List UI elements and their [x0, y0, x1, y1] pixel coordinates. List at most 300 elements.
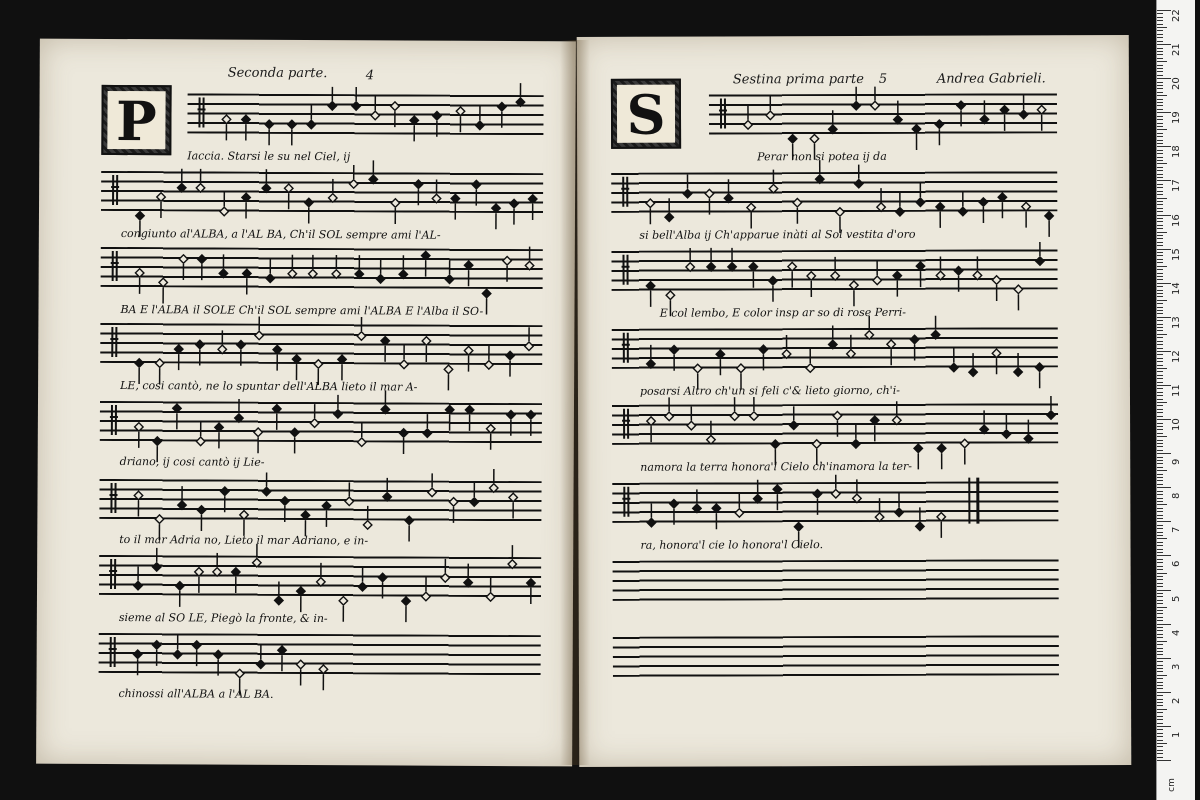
ruler-tick	[1157, 375, 1163, 376]
ruler-tick	[1157, 140, 1163, 141]
ruler-tick	[1157, 44, 1171, 45]
note	[896, 207, 904, 215]
note	[498, 102, 506, 110]
ruler-tick	[1157, 610, 1163, 611]
note	[281, 497, 289, 505]
ruler-tick	[1157, 596, 1163, 597]
note	[788, 135, 796, 143]
ruler-tick	[1157, 348, 1163, 349]
ruler-tick	[1157, 685, 1163, 686]
ruler-tick	[1157, 146, 1171, 147]
ruler-tick	[1157, 129, 1167, 130]
note	[916, 198, 924, 206]
ruler-tick	[1157, 671, 1163, 672]
ruler-tick	[1157, 521, 1171, 522]
ruler-tick	[1157, 750, 1163, 751]
ruler-tick	[1157, 457, 1163, 458]
note	[490, 484, 498, 492]
ruler-tick	[1157, 51, 1163, 52]
ruler-tick	[1157, 174, 1163, 175]
empty-staff	[613, 635, 1059, 677]
note	[135, 423, 143, 431]
clef	[111, 175, 119, 205]
ruler-tick	[1157, 259, 1163, 260]
note	[683, 189, 691, 197]
note	[301, 511, 309, 519]
notes	[611, 235, 1057, 307]
note	[195, 568, 203, 576]
ruler-tick	[1157, 484, 1163, 485]
note	[305, 198, 313, 206]
ruler-tick	[1157, 419, 1171, 420]
note	[788, 262, 796, 270]
note	[813, 490, 821, 498]
note	[1019, 110, 1027, 118]
ruler-tick	[1157, 682, 1163, 683]
ruler-tick	[1157, 102, 1163, 103]
ruler-number: 13	[1171, 316, 1182, 329]
note	[998, 193, 1006, 201]
note	[153, 437, 161, 445]
ruler-tick	[1157, 30, 1163, 31]
note	[219, 269, 227, 277]
note	[753, 494, 761, 502]
note	[456, 107, 464, 115]
note	[937, 513, 945, 521]
music-staff	[611, 171, 1057, 213]
notes	[187, 79, 543, 151]
note	[391, 199, 399, 207]
ruler-tick	[1157, 562, 1163, 563]
ruler-tick	[1157, 559, 1163, 560]
ruler-tick	[1157, 634, 1163, 635]
note	[893, 271, 901, 279]
note	[670, 345, 678, 353]
note	[314, 360, 322, 368]
ruler-tick	[1157, 576, 1163, 577]
ruler-tick	[1157, 177, 1163, 178]
note	[214, 650, 222, 658]
note	[297, 587, 305, 595]
ruler-tick	[1157, 716, 1163, 717]
note	[771, 440, 779, 448]
ruler-tick	[1157, 266, 1167, 267]
note	[528, 195, 536, 203]
note	[647, 417, 655, 425]
note	[812, 440, 820, 448]
ruler-tick	[1157, 709, 1167, 710]
lyric-line: posarsi Altro ch'un si feli c'& lieto giorno, ch'i-	[639, 383, 900, 398]
note	[693, 504, 701, 512]
note	[465, 406, 473, 414]
note	[769, 277, 777, 285]
note	[747, 203, 755, 211]
note	[196, 184, 204, 192]
ruler-number: 15	[1171, 247, 1182, 261]
note	[1035, 363, 1043, 371]
note	[1047, 411, 1055, 419]
ruler-tick	[1157, 757, 1163, 758]
note	[782, 350, 790, 358]
note	[237, 341, 245, 349]
note	[357, 438, 365, 446]
note	[853, 494, 861, 502]
ruler-number: 11	[1171, 384, 1182, 397]
ruler-tick	[1157, 446, 1163, 447]
notes	[101, 157, 543, 229]
note	[242, 193, 250, 201]
decorated-initial-S	[611, 79, 681, 149]
ruler-tick	[1157, 518, 1163, 519]
note	[936, 271, 944, 279]
music-staff	[101, 247, 543, 289]
note	[449, 498, 457, 506]
ruler-tick	[1157, 163, 1167, 164]
ruler-tick	[1157, 423, 1163, 424]
note	[665, 412, 673, 420]
ruler-tick	[1157, 82, 1163, 83]
note	[871, 101, 879, 109]
note	[470, 498, 478, 506]
note	[959, 207, 967, 215]
ruler-tick	[1157, 48, 1163, 49]
ruler-tick	[1157, 24, 1163, 25]
clef	[621, 177, 629, 207]
note	[328, 102, 336, 110]
note	[912, 125, 920, 133]
note	[1022, 202, 1030, 210]
note	[381, 405, 389, 413]
lyric-line: congiunto al'ALBA, a l'AL BA, Ch'il SOL sempre ami l'AL-	[120, 227, 441, 242]
ruler-tick	[1157, 586, 1163, 587]
note	[329, 194, 337, 202]
measuring-ruler	[1156, 0, 1195, 800]
note	[527, 411, 535, 419]
ruler-tick	[1157, 99, 1163, 100]
ruler-tick	[1157, 729, 1163, 730]
ruler-tick	[1157, 436, 1167, 437]
ruler-tick	[1157, 651, 1163, 652]
note	[176, 582, 184, 590]
note	[288, 269, 296, 277]
ruler-tick	[1157, 327, 1163, 328]
note	[1014, 368, 1022, 376]
ruler-tick	[1157, 27, 1167, 28]
note	[973, 271, 981, 279]
clef	[719, 98, 727, 128]
note	[647, 518, 655, 526]
note	[1000, 106, 1008, 114]
note	[472, 180, 480, 188]
page-number: 4	[365, 68, 375, 84]
page-number: 5	[878, 71, 888, 87]
note	[693, 364, 701, 372]
ruler-tick	[1157, 429, 1163, 430]
ruler-tick	[1157, 760, 1171, 761]
note	[810, 134, 818, 142]
music-staff	[99, 633, 541, 675]
ruler-tick	[1157, 143, 1163, 144]
ruler-tick	[1157, 368, 1167, 369]
note	[253, 559, 261, 567]
music-staff	[611, 249, 1057, 291]
lyric-line: BA E l'ALBA il SOLE Ch'il SOL sempre ami l'ALBA E l'Alba il SO-	[120, 303, 484, 318]
ruler-tick	[1157, 313, 1163, 314]
note	[847, 350, 855, 358]
ruler-tick	[1157, 290, 1163, 291]
ruler-tick	[1157, 705, 1163, 706]
note	[707, 263, 715, 271]
ruler-tick	[1157, 41, 1163, 42]
ruler-tick	[1157, 528, 1163, 529]
music-staff	[99, 555, 541, 597]
ruler-tick	[1157, 630, 1163, 631]
ruler-tick	[1157, 515, 1163, 516]
music-staff	[99, 479, 541, 521]
note	[275, 596, 283, 604]
ruler-tick	[1157, 453, 1171, 454]
ruler-tick	[1157, 613, 1163, 614]
note	[476, 121, 484, 129]
note	[525, 342, 533, 350]
ruler-tick	[1157, 726, 1171, 727]
note	[358, 583, 366, 591]
ruler-tick	[1157, 54, 1163, 55]
ruler-tick	[1157, 17, 1163, 18]
ruler-tick	[1157, 573, 1167, 574]
ruler-tick	[1157, 78, 1171, 79]
ruler-tick	[1157, 85, 1163, 86]
ruler-tick	[1157, 566, 1163, 567]
ruler-tick	[1157, 228, 1163, 229]
ruler-tick	[1157, 341, 1163, 342]
ruler-tick	[1157, 719, 1163, 720]
note	[1024, 434, 1032, 442]
ruler-tick	[1157, 71, 1163, 72]
note	[338, 355, 346, 363]
note	[155, 515, 163, 523]
ruler-tick	[1157, 204, 1163, 205]
clef	[621, 255, 629, 285]
note	[852, 101, 860, 109]
ruler-tick	[1157, 412, 1163, 413]
note	[506, 351, 514, 359]
ruler-tick	[1157, 378, 1163, 379]
ruler-tick	[1157, 293, 1163, 294]
note	[445, 406, 453, 414]
empty-staff	[613, 559, 1059, 601]
ruler-tick	[1157, 20, 1163, 21]
ruler-tick	[1157, 37, 1163, 38]
lyric-line: to il mar Adria no, Lieto il mar Adriano, e in-	[119, 533, 369, 548]
lyric-line: LE, cosi cantò, ne lo spuntar dell'ALBA lieto il mar A-	[120, 379, 418, 394]
note	[196, 437, 204, 445]
ruler-tick	[1157, 641, 1167, 642]
note	[428, 488, 436, 496]
ruler-tick	[1157, 88, 1163, 89]
ruler-tick	[1157, 416, 1163, 417]
note	[432, 194, 440, 202]
initial-letter: S	[617, 85, 675, 143]
note	[508, 560, 516, 568]
note	[288, 120, 296, 128]
ruler-tick	[1157, 699, 1163, 700]
note	[391, 102, 399, 110]
ruler-tick	[1157, 276, 1163, 277]
note	[957, 101, 965, 109]
music-staff	[100, 323, 542, 365]
note	[175, 345, 183, 353]
ruler-tick	[1157, 255, 1163, 256]
ruler-number: 12	[1171, 350, 1182, 363]
note	[179, 255, 187, 263]
ruler-number: 20	[1171, 77, 1182, 91]
ruler-tick	[1157, 170, 1163, 171]
note	[371, 111, 379, 119]
note	[197, 506, 205, 514]
notes	[612, 313, 1058, 385]
note	[730, 412, 738, 420]
page-header-title: Sestina prima parte	[732, 71, 864, 88]
note	[852, 440, 860, 448]
ruler-tick	[1157, 13, 1163, 14]
note	[322, 502, 330, 510]
note	[936, 203, 944, 211]
notes	[100, 309, 542, 381]
lyric-line: chinossi all'ALBA a l'AL BA.	[118, 687, 274, 701]
ruler-tick	[1157, 273, 1163, 274]
ruler-tick	[1157, 252, 1163, 253]
ruler-tick	[1157, 215, 1171, 216]
ruler-tick	[1157, 477, 1163, 478]
ruler-tick	[1157, 269, 1163, 270]
decorated-initial-P	[101, 85, 171, 155]
ruler-number: 4	[1171, 629, 1182, 636]
ruler-tick	[1157, 480, 1163, 481]
note	[527, 579, 535, 587]
ruler-tick	[1157, 194, 1163, 195]
notes	[99, 465, 541, 537]
note	[807, 272, 815, 280]
ruler-tick	[1157, 65, 1163, 66]
ruler-tick	[1157, 136, 1163, 137]
note	[173, 650, 181, 658]
note	[423, 429, 431, 437]
ruler-tick	[1157, 320, 1163, 321]
note	[831, 272, 839, 280]
ruler-number: 22	[1171, 9, 1182, 22]
note	[310, 419, 318, 427]
note	[410, 116, 418, 124]
ruler-tick	[1157, 542, 1163, 543]
ruler-tick	[1157, 242, 1163, 243]
note	[486, 425, 494, 433]
note	[376, 275, 384, 283]
note	[1036, 257, 1044, 265]
note	[992, 349, 1000, 357]
note	[893, 416, 901, 424]
note	[665, 213, 673, 221]
note	[735, 509, 743, 517]
note	[1014, 285, 1022, 293]
notes	[611, 157, 1057, 229]
note	[290, 428, 298, 436]
note	[670, 499, 678, 507]
ruler-tick	[1157, 262, 1163, 263]
ruler-number: 6	[1171, 561, 1182, 568]
ruler-tick	[1157, 675, 1167, 676]
note	[235, 669, 243, 677]
note	[345, 497, 353, 505]
note	[273, 345, 281, 353]
ruler-tick	[1157, 474, 1163, 475]
ruler-number: 1	[1171, 731, 1182, 738]
ruler-tick	[1157, 624, 1171, 625]
note	[875, 513, 883, 521]
note	[937, 444, 945, 452]
ruler-tick	[1157, 354, 1163, 355]
note	[178, 501, 186, 509]
note	[525, 261, 533, 269]
note	[357, 332, 365, 340]
clef	[109, 483, 117, 513]
note	[486, 593, 494, 601]
ruler-tick	[1157, 440, 1163, 441]
note	[749, 263, 757, 271]
ruler-tick	[1157, 409, 1163, 410]
note	[873, 276, 881, 284]
ruler-tick	[1157, 498, 1163, 499]
note	[319, 665, 327, 673]
note	[243, 269, 251, 277]
ruler-tick	[1157, 385, 1171, 386]
ruler-tick	[1157, 180, 1171, 181]
ruler-tick	[1157, 746, 1163, 747]
ruler-tick	[1157, 661, 1163, 662]
note	[887, 340, 895, 348]
ruler-tick	[1157, 607, 1167, 608]
note	[451, 194, 459, 202]
ruler-tick	[1157, 153, 1163, 154]
ruler-number: 17	[1171, 179, 1182, 193]
right-page	[577, 35, 1132, 767]
ruler-tick	[1157, 225, 1163, 226]
ruler-tick	[1157, 184, 1163, 185]
ruler-number: 5	[1171, 595, 1182, 602]
ruler-tick	[1157, 538, 1167, 539]
ruler-tick	[1157, 61, 1167, 62]
ruler-tick	[1157, 504, 1167, 505]
ruler-tick	[1157, 399, 1163, 400]
note	[773, 485, 781, 493]
lyric-line: Perar non si potea ij da	[757, 149, 887, 164]
note	[352, 102, 360, 110]
initial-letter: P	[107, 91, 165, 149]
note	[192, 641, 200, 649]
clef	[110, 405, 118, 435]
note	[334, 410, 342, 418]
note	[445, 275, 453, 283]
ruler-number: 18	[1171, 145, 1182, 159]
clef	[110, 327, 118, 357]
note	[307, 120, 315, 128]
ruler-tick	[1157, 654, 1163, 655]
ruler-tick	[1157, 508, 1163, 509]
note	[766, 111, 774, 119]
ruler-tick	[1157, 658, 1171, 659]
note	[1045, 212, 1053, 220]
note	[381, 337, 389, 345]
